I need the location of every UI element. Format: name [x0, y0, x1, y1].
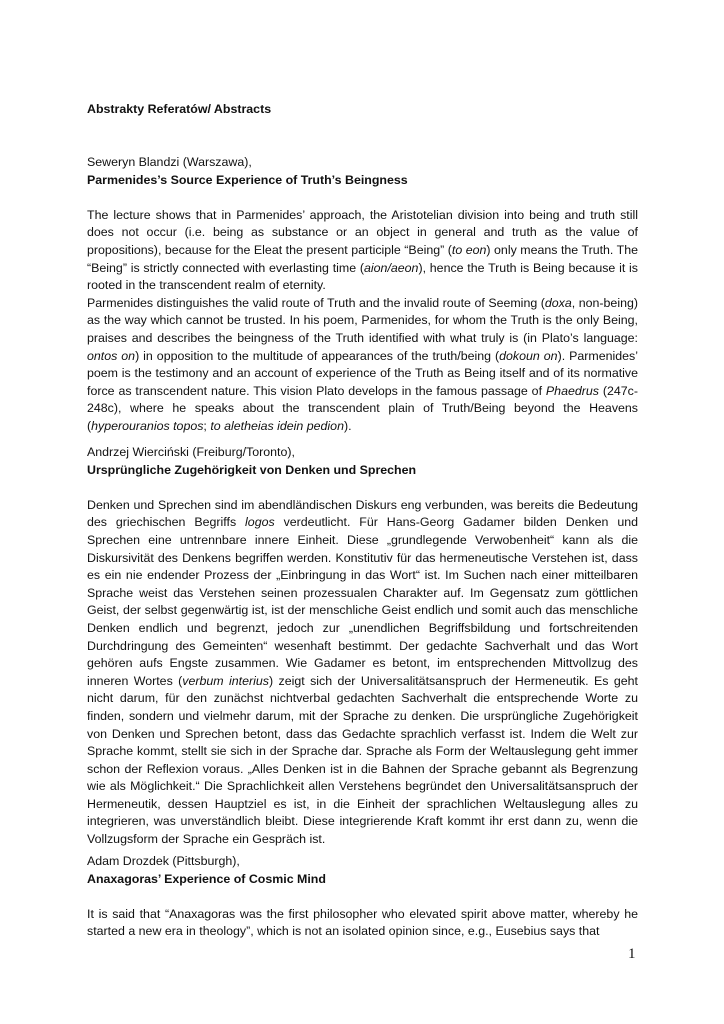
italic-term: doxa: [544, 295, 572, 310]
abstract-section-drozdek: [87, 853, 638, 941]
italic-term: verbum interius: [182, 673, 269, 688]
section-title: Ursprüngliche Zugehörigkeit von Denken und Sprechen: [87, 462, 417, 477]
text-run: ;: [203, 418, 211, 433]
section-paragraph: [87, 295, 638, 436]
section-title: Anaxagoras’ Experience of Cosmic Mind: [87, 871, 326, 886]
text-run: Parmenides distinguishes the valid route of Truth and the invalid route of Seeming (: [87, 295, 545, 310]
text-run: (247c-248c), where he speaks about the transcendent plain of Truth/Being beyond the Heavens (: [87, 383, 638, 433]
text-run: ).: [343, 418, 352, 433]
text-run: verdeutlicht. Für Hans-Georg Gadamer bilden Denken und Sprechen eine untrennbare innere Einheit. Diese „grundlegende Verwobenheit“ kann als die Diskursivität des Denkens begriffen werden. Konstitutiv für das hermeneutische Verstehen ist, dass es ein nie endender Prozess der „Einbringung in das Wort“ ist. Im Suchen nach einer mitteilbaren Sprache weist das Verstehen seinen prozessualen Charakter auf. Im Gegensatz zum göttlichen Geist, der selbst gegenwärtig ist, ist der menschliche Geist endlich und somit auch das menschliche Denken endlich und begrenzt, jedoch zur „unendlichen Begriffsbildung und fortschreitenden Durchdringung des Gemeinten“ wesenhaft bestimmt. Der gedachte Sachverhalt und das Wort gehören aufs Engste zusammen. Wie Gadamer es betont, im entsprechenden Mittvollzug des inneren Wortes (: [87, 515, 638, 688]
abstract-section-blandzi: [87, 154, 638, 436]
section-author: Seweryn Blandzi (Warszawa),: [87, 155, 252, 169]
italic-term: Phaedrus: [545, 383, 599, 398]
text-run: , non-being) as the way which cannot be trusted. In his poem, Parmenides, for whom the Truth is the only Being, praises and describes the beingness of the Truth identified with what truly is (in Plato’s language:: [87, 295, 638, 345]
text-run: ) in opposition to the multitude of appearances of the truth/being (: [135, 348, 500, 363]
section-title: Parmenides’s Source Experience of Truth’s Beingness: [87, 172, 408, 187]
italic-term: to aletheias idein pedion: [210, 418, 344, 433]
section-author: Adam Drozdek (Pittsburgh),: [87, 854, 240, 868]
text-run: Denken und Sprechen sind im abendländischen Diskurs eng verbunden, was bereits die Bedeutung des griechischen Begriffs: [87, 497, 638, 530]
abstracts-heading: Abstrakty Referatów/ Abstracts: [87, 102, 272, 116]
page-number: 1: [628, 946, 636, 962]
section-author: Andrzej Wierciński (Freiburg/Toronto),: [87, 445, 295, 459]
section-paragraph: [87, 906, 638, 941]
italic-term: ontos on: [87, 348, 136, 363]
abstract-section-wiercinski: [87, 444, 638, 849]
text-run: ) only means the Truth. The “Being” is strictly connected with everlasting time (: [87, 242, 638, 275]
italic-term: to eon: [451, 242, 487, 257]
text-run: It is said that “Anaxagoras was the first philosopher who elevated spirit above matter, whereby he started a new era in theology”, which is not an isolated opinion since, e.g., Eusebius says that: [87, 906, 638, 939]
text-run: ), hence the Truth is Being because it is rooted in the transcendent realm of eternity.: [87, 260, 638, 293]
italic-term: dokoun on: [499, 348, 558, 363]
text-run: ) zeigt sich der Universalitätsanspruch der Hermeneutik. Es geht nicht darum, für den zunächst nichtverbal gedachten Sachverhalt die entsprechende Worte zu finden, sondern und vielmehr darum, mit der Sprache zu denken. Die ursprüngliche Zugehörigkeit von Denken und Sprechen betont, dass das Gedachte sprachlich verfasst ist. Indem die Welt zur Sprache kommt, stellt sie sich in der Sprache dar. Sprache als Form der Weltauslegung geht immer schon der Reflexion voraus. „Alles Denken ist in die Bahnen der Sprache gebannt als Begrenzung wie als Möglichkeit.“ Die Sprachlichkeit allen Verstehens begründet den Universalitätsanspruch der Hermeneutik, dessen Hauptziel es ist, in die Einheit der sprachlichen Weltauslegung alles zu integrieren, was unverständlich bleibt. Diese integrierende Kraft kommt ihr erst dann zu, wenn die Vollzugsform der Sprache ein Gespräch ist.: [87, 673, 638, 847]
italic-term: aion/aeon: [364, 260, 419, 275]
text-run: The lecture shows that in Parmenides’ approach, the Aristotelian division into being and truth still does not occur (i.e. being as substance or an object in general and truth as the value of propositions), because for the Eleat the present participle “Being” (: [87, 207, 638, 257]
section-paragraph: [87, 207, 638, 295]
italic-term: logos: [245, 515, 275, 530]
italic-term: hyperouranios topos: [91, 418, 204, 433]
text-run: ). Parmenides’ poem is the testimony and an account of experience of the Truth as Being itself and of its normative force as transcendent nature. This vision Plato develops in the famous passage of: [87, 348, 638, 398]
section-paragraph: [87, 497, 638, 849]
